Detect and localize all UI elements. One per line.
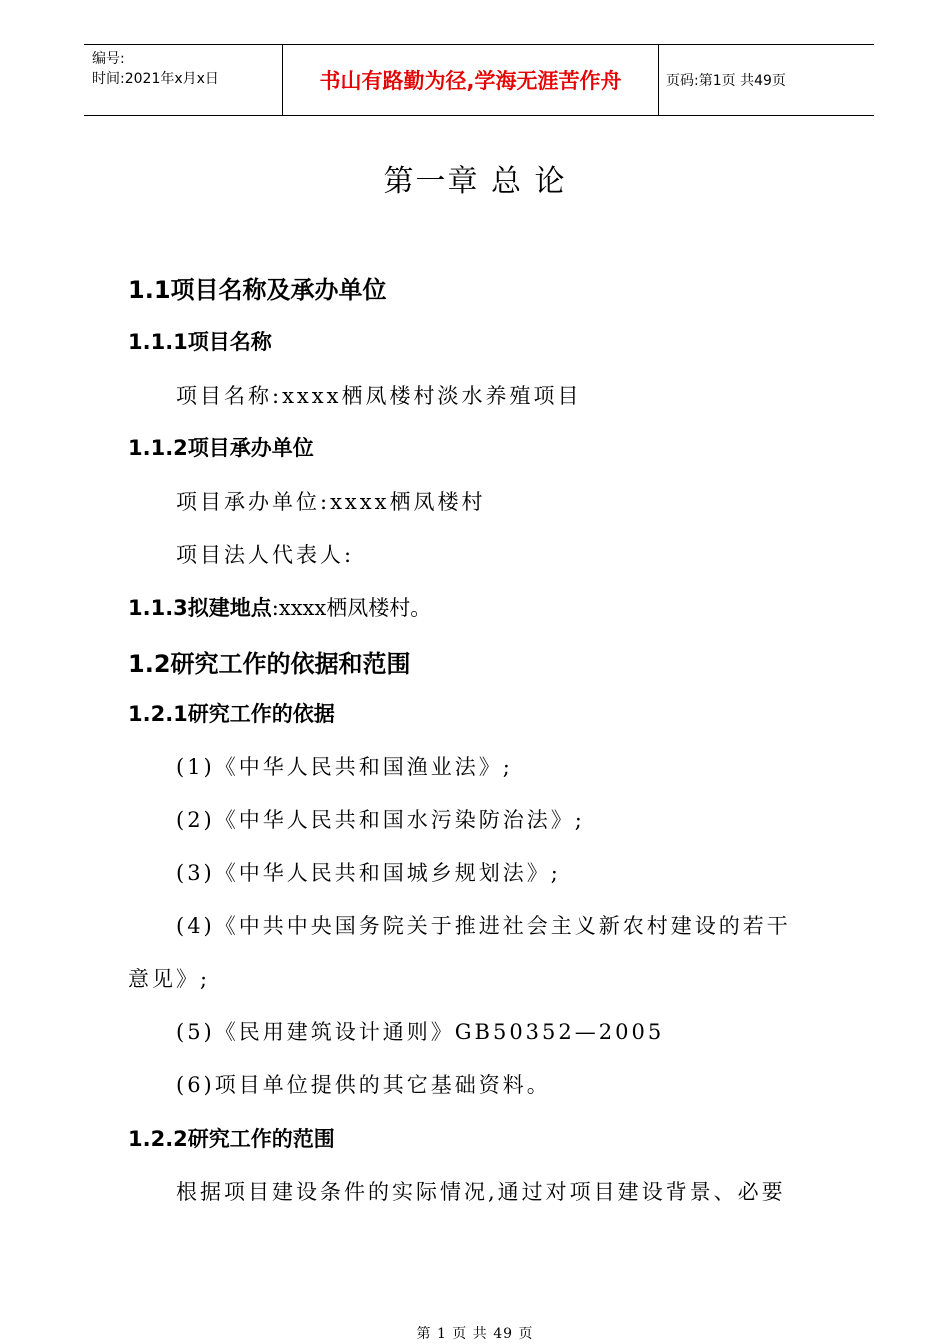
- section-heading-1-1: 1.1项目名称及承办单位: [128, 276, 387, 304]
- basis-item: (4)《中共中央国务院关于推进社会主义新农村建设的若干: [176, 914, 791, 938]
- site-location-line: [128, 592, 431, 622]
- header-time-label: 时间:2021年x月x日: [92, 71, 219, 87]
- undertaker-text: 项目承办单位:xxxx栖凤楼村: [176, 490, 486, 514]
- section-heading-1-1-1: 1.1.1项目名称: [128, 330, 272, 354]
- section-heading-1-2: 1.2研究工作的依据和范围: [128, 650, 411, 678]
- basis-item: (1)《中华人民共和国渔业法》;: [176, 755, 513, 779]
- scope-paragraph: 根据项目建设条件的实际情况,通过对项目建设背景、必要: [176, 1180, 786, 1204]
- legal-rep-text: 项目法人代表人:: [176, 543, 355, 567]
- basis-item: (6)项目单位提供的其它基础资料。: [176, 1073, 551, 1097]
- basis-item-continuation: 意见》;: [128, 967, 211, 991]
- header-divider: [658, 45, 659, 115]
- site-location-text: :xxxx栖凤楼村。: [271, 596, 432, 620]
- section-heading-1-1-3: 1.1.3拟建地点: [128, 596, 272, 620]
- header-number-label: 编号:: [92, 51, 125, 67]
- section-heading-1-2-1: 1.2.1研究工作的依据: [128, 702, 335, 726]
- header-page-info: 页码:第1页 共49页: [666, 73, 786, 89]
- section-heading-1-1-2: 1.1.2项目承办单位: [128, 436, 314, 460]
- project-name-text: 项目名称:xxxx栖凤楼村淡水养殖项目: [176, 384, 582, 408]
- header-meta: [92, 49, 219, 89]
- section-heading-1-2-2: 1.2.2研究工作的范围: [128, 1127, 335, 1151]
- page-footer: 第 1 页 共 49 页: [416, 1326, 534, 1342]
- basis-item: (2)《中华人民共和国水污染防治法》;: [176, 808, 585, 832]
- basis-item: (3)《中华人民共和国城乡规划法》;: [176, 861, 561, 885]
- chapter-title: 第一章 总 论: [383, 164, 567, 199]
- basis-item: (5)《民用建筑设计通则》GB50352—2005: [176, 1020, 665, 1044]
- header-motto: 书山有路勤为径,学海无涯苦作舟: [319, 69, 622, 93]
- page-header: [84, 44, 874, 116]
